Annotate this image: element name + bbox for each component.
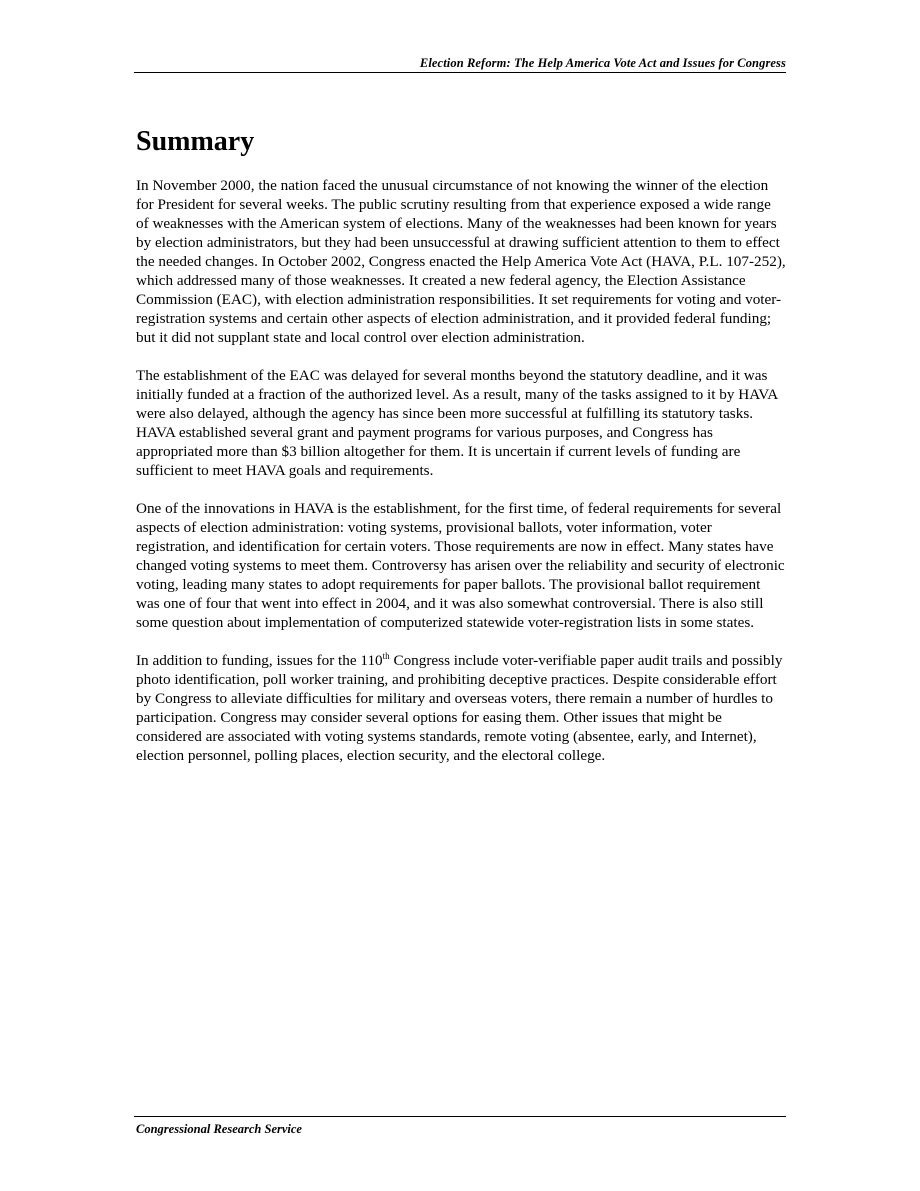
paragraph-3: One of the innovations in HAVA is the establishment, for the first time, of federal requirements for several aspects of election administration: voting systems, provisional ballots, voter information, voter registration, and identification for certain voters. Those requirements are now in effect. Many states have changed voting systems to meet them. Controversy has arisen over the reliability and security of electronic voting, leading many states to adopt requirements for paper ballots. The provisional ballot requirement was one of four that went into effect in 2004, and it was also somewhat controversial. There is also still some question about implementation of computerized statewide voter-registration lists in some states. [136,500,785,631]
running-header-title: Election Reform: The Help America Vote Act and Issues for Congress [419,56,786,70]
paragraph-1: In November 2000, the nation faced the unusual circumstance of not knowing the winner of the election for President for several weeks. The public scrutiny resulting from that experience exposed a wide range of weaknesses with the American system of elections. Many of the weaknesses had been known for years by election administrators, but they had been unsuccessful at drawing sufficient attention to them to effect the needed changes. In October 2002, Congress enacted the Help America Vote Act (HAVA, P.L. 107-252), which addressed many of those weaknesses. It created a new federal agency, the Election Assistance Commission (EAC), with election administration responsibilities. It set requirements for voting and voter-registration systems and certain other aspects of election administration, and it provided federal funding; but it did not supplant state and local control over election administration. [136,177,786,346]
ordinal-superscript: th [382,651,390,661]
page-title: Summary [136,126,255,157]
summary-body [136,176,786,784]
running-footer-publisher: Congressional Research Service [136,1122,302,1136]
paragraph-4-lead: In addition to funding, issues for the 110 [136,652,383,669]
paragraph-2: The establishment of the EAC was delayed for several months beyond the statutory deadline, and it was initially funded at a fraction of the authorized level. As a result, many of the tasks assigned to it by HAVA were also delayed, although the agency has since been more successful at fulfilling its statutory tasks. HAVA established several grant and payment programs for various purposes, and Congress has appropriated more than $3 billion altogether for them. It is uncertain if current levels of funding are sufficient to meet HAVA goals and requirements. [136,367,778,479]
header-divider [134,72,786,73]
paragraph-4 [136,651,786,765]
footer-divider [134,1116,786,1117]
paragraph-4-rest: Congress include voter-verifiable paper audit trails and possibly photo identification, poll worker training, and prohibiting deceptive practices. Despite considerable effort by Congress to alleviate difficulties for military and overseas voters, there remain a number of hurdles to participation. Congress may consider several options for easing them. Other issues that might be considered are associated with voting systems standards, remote voting (absentee, early, and Internet), election personnel, polling places, election security, and the electoral college. [136,652,783,764]
